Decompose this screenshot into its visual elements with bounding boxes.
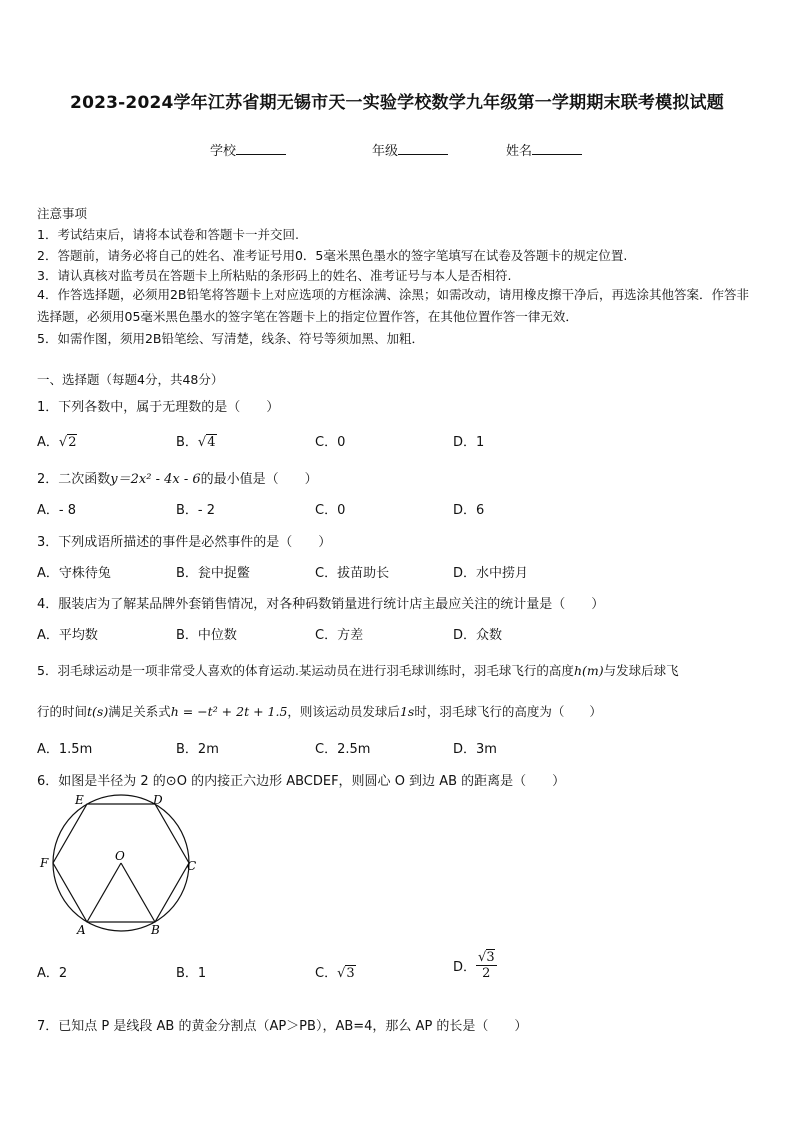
question-3-option-d: D．水中捞月 bbox=[453, 566, 529, 581]
radicand: 3 bbox=[346, 966, 355, 981]
notice-item-1: 1．考试结束后，请将本试卷和答题卡一并交回. bbox=[37, 227, 299, 242]
label-a: A bbox=[77, 923, 86, 937]
radicand: 4 bbox=[207, 435, 216, 450]
stem-text: 2．二次函数 bbox=[37, 472, 111, 487]
hexagon-circle-figure bbox=[35, 792, 205, 942]
question-6-option-a: A．2 bbox=[37, 966, 68, 981]
section-heading: 一、选择题（每题4分，共48分） bbox=[37, 372, 224, 387]
question-1-option-a bbox=[37, 431, 77, 450]
option-label: C． bbox=[315, 966, 338, 981]
question-5-option-a: A．1.5m bbox=[37, 742, 93, 757]
label-e: E bbox=[75, 793, 84, 807]
stem-text: 满足关系式 bbox=[108, 704, 171, 719]
school-blank bbox=[236, 142, 286, 155]
question-6-option-d bbox=[453, 950, 497, 981]
question-4-option-d: D．众数 bbox=[453, 628, 503, 643]
question-5-option-d: D．3m bbox=[453, 742, 497, 757]
option-label: D． bbox=[453, 960, 477, 975]
question-6-stem: 6．如图是半径为 2 的⊙O 的内接正六边形 ABCDEF，则圆心 O 到边 AB 的距离是（ ） bbox=[37, 774, 566, 789]
stem-text: 5．羽毛球运动是一项非常受人喜欢的体育运动.某运动员在进行羽毛球训练时，羽毛球飞行的高度 bbox=[37, 663, 574, 678]
question-4-option-b: B．中位数 bbox=[176, 628, 237, 643]
fraction-numerator: √3 bbox=[478, 950, 495, 965]
notice-item-3: 3．请认真核对监考员在答题卡上所粘贴的条形码上的姓名、准考证号与本人是否相符. bbox=[37, 268, 512, 283]
name-field bbox=[506, 140, 582, 159]
question-4-stem: 4．服装店为了解某品牌外套销售情况，对各种码数销量进行统计店主最应关注的统计量是（ ） bbox=[37, 597, 605, 612]
question-3-option-c: C．拔苗助长 bbox=[315, 566, 390, 581]
function-expression: y＝2x² - 4x - 6 bbox=[110, 472, 201, 487]
question-2-option-c: C．0 bbox=[315, 503, 346, 518]
question-2-option-b: B．- 2 bbox=[176, 503, 216, 518]
segment-oa bbox=[87, 863, 121, 922]
question-1-option-b bbox=[176, 431, 217, 450]
question-2-option-d: D．6 bbox=[453, 503, 485, 518]
notice-item-4: 4．作答选择题，必须用2B铅笔将答题卡上对应选项的方框涂满、涂黑；如需改动，请用橡皮擦干净后，再选涂其他答案．作答非选择题，必须用05毫米黑色墨水的签字笔在答题卡上的指定位置作答，在其他位置作答一律无效． bbox=[37, 287, 749, 324]
stem-text: 的最小值是（ ） bbox=[200, 472, 318, 487]
school-label: 学校 bbox=[210, 144, 237, 159]
label-o: O bbox=[115, 849, 125, 863]
grade-field bbox=[372, 140, 448, 159]
notice-item-2: 2．答题前，请务必将自己的姓名、准考证号用0．5毫米黑色墨水的签字笔填写在试卷及答题卡的规定位置. bbox=[37, 248, 628, 263]
sqrt-symbol: √2 bbox=[58, 435, 77, 450]
question-6-option-c bbox=[315, 962, 356, 981]
label-c: C bbox=[187, 859, 197, 873]
question-3-option-b: B．瓮中捉鳖 bbox=[176, 566, 250, 581]
question-6-option-b: B．1 bbox=[176, 966, 207, 981]
sqrt-symbol: √3 bbox=[337, 966, 355, 981]
fraction-denominator: 2 bbox=[482, 966, 491, 981]
question-1-option-c: C．0 bbox=[315, 435, 346, 450]
option-label: A． bbox=[37, 435, 59, 450]
segment-ob bbox=[121, 863, 155, 922]
question-1-stem: 1．下列各数中，属于无理数的是（ ） bbox=[37, 400, 280, 415]
question-4-option-a: A．平均数 bbox=[37, 628, 98, 643]
grade-label: 年级 bbox=[372, 144, 399, 159]
notice-item-5: 5．如需作图，须用2B铅笔绘、写清楚，线条、符号等须加黑、加粗． bbox=[37, 331, 424, 346]
exam-title: 2023-2024学年江苏省期无锡市天一实验学校数学九年级第一学期期末联考模拟试题 bbox=[70, 93, 724, 113]
stem-text: 与发球后球飞 bbox=[603, 663, 679, 678]
school-field bbox=[210, 140, 286, 159]
name-blank bbox=[532, 142, 582, 155]
height-formula: h = −t² + 2t + 1.5 bbox=[170, 704, 288, 719]
question-2-option-a: A．- 8 bbox=[37, 503, 76, 518]
question-7-stem: 7．已知点 P 是线段 AB 的黄金分割点（AP＞PB），AB=4，那么 AP 的长是（ ） bbox=[37, 1019, 528, 1034]
label-d: D bbox=[153, 793, 163, 807]
question-5-stem-line-2 bbox=[37, 702, 602, 720]
fraction bbox=[476, 950, 497, 981]
grade-blank bbox=[398, 142, 448, 155]
stem-text: 时，羽毛球飞行的高度为（ ） bbox=[414, 704, 602, 719]
question-5-stem-line-1 bbox=[37, 661, 679, 679]
question-5-option-b: B．2m bbox=[176, 742, 219, 757]
question-5-option-c: C．2.5m bbox=[315, 742, 371, 757]
question-2-stem bbox=[37, 468, 318, 487]
option-label: B． bbox=[176, 435, 198, 450]
question-3-stem: 3．下列成语所描述的事件是必然事件的是（ ） bbox=[37, 535, 332, 550]
notice-heading: 注意事项 bbox=[37, 206, 88, 221]
radicand: 3 bbox=[486, 950, 495, 965]
question-1-option-d: D．1 bbox=[453, 435, 485, 450]
time-value: 1s bbox=[399, 704, 415, 719]
radicand: 2 bbox=[68, 435, 77, 450]
name-label: 姓名 bbox=[506, 144, 533, 159]
sqrt-symbol: √4 bbox=[197, 435, 216, 450]
stem-text: ，则该运动员发球后 bbox=[287, 704, 400, 719]
label-f: F bbox=[40, 856, 49, 870]
question-3-option-a: A．守株待兔 bbox=[37, 566, 111, 581]
label-b: B bbox=[151, 923, 160, 937]
time-variable: t(s) bbox=[87, 704, 109, 719]
question-4-option-c: C．方差 bbox=[315, 628, 364, 643]
height-variable: h(m) bbox=[573, 663, 604, 678]
stem-text: 行的时间 bbox=[37, 704, 88, 719]
